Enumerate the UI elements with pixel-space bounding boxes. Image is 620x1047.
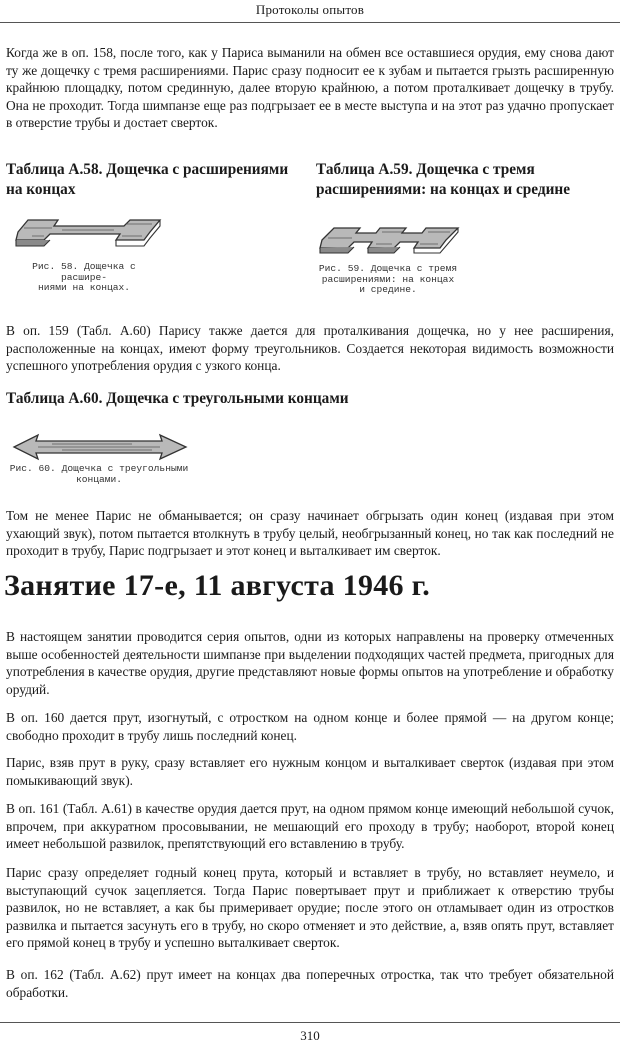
section-heading: Занятие 17-е, 11 августа 1946 г. xyxy=(4,569,430,602)
figure-59-caption-line2: расширениями: на концах xyxy=(321,273,455,285)
figure-60-caption xyxy=(8,464,190,485)
footer-rule xyxy=(0,1022,620,1023)
paragraph-op-161: В оп. 161 (Табл. А.61) в качестве орудия дается прут, на одном прямом конце имеющий небольшой сучок, впрочем, при аккуратном просовывании, не мешающий его проходу в трубу; наоборот, второй конец имеет небольшой развилок, препятствующий его вставлению в трубу. xyxy=(6,801,614,852)
figure-59-caption-line3: и средине. xyxy=(359,284,417,295)
table-a59-caption-line2: расширениями: на концах и средине xyxy=(316,181,570,198)
figure-59-caption-line1: Рис. 59. Дощечка с тремя xyxy=(318,263,458,274)
paragraph-op-160: В оп. 160 дается прут, изогнутый, с отростком на одном конце и более прямой — на другом конце; свободно проходит в трубу лишь последний конец. xyxy=(6,710,614,743)
figure-58-board-widened-ends-illustration xyxy=(14,214,164,254)
table-a58-caption-line1: Таблица А.58. Дощечка с расширениями xyxy=(6,161,289,178)
figure-60-board-triangular-ends-illustration xyxy=(12,432,188,462)
paragraph-session-intro: В настоящем занятии проводится серия опытов, одни из которых направлены на проверку отмеченных выше особенностей деятельности шимпанзе при выделении подходящих частей предмета, пригодных для употребления в качестве орудия, другие представляют новые формы опытов на употребление и обработку орудий. xyxy=(6,629,614,697)
paragraph-op-160-result: Парис, взяв прут в руку, сразу вставляет его нужным концом и выталкивает сверток (издавая при этом помыкивающий звук). xyxy=(6,755,614,788)
table-a60-caption: Таблица А.60. Дощечка с треугольными концами xyxy=(6,390,349,407)
table-a58-caption xyxy=(6,160,311,200)
figure-60-caption-line1: Рис. 60. Дощечка с треугольными xyxy=(9,463,189,474)
figure-58-caption-line2: ниями на концах. xyxy=(37,282,131,293)
figure-59-board-three-widenings-illustration xyxy=(318,220,464,256)
paragraph-op-159: В оп. 159 (Табл. А.60) Парису также дается для проталкивания дощечка, но у нее расширения, расположенные на концах, имеют форму треугольников. Создается некоторая видимость возможности успешного употребления орудия с узкого конца. xyxy=(6,323,614,374)
paragraph-op-159-result: Том не менее Парис не обманывается; он сразу начинает обгрызать один конец (издавая при этом ухающий звук), потом пытается втолкнуть в трубу целый, необгрызанный конец, но так как последний не проходит в трубу, Парис подгрызает и этот конец и выталкивает им сверток. xyxy=(6,508,614,559)
figure-60-caption-line2: концами. xyxy=(75,473,123,485)
table-a58-caption-line2: на концах xyxy=(6,181,76,198)
figure-59-caption xyxy=(314,264,462,296)
page-number: 310 xyxy=(300,1028,320,1043)
header-rule xyxy=(0,22,620,23)
figure-58-caption xyxy=(8,262,160,294)
paragraph-op-158: Когда же в оп. 158, после того, как у Париса выманили на обмен все оставшиеся орудия, ему снова дают ту же дощечку с тремя расширениями. Парис сразу подносит ее к зубам и пытается грызть расширенную крайнюю площадку, потом срединную, далее вторую крайнюю, а потом проталкивает дощечку в трубу. Она не проходит. Тогда шимпанзе еще раз подгрызает ее в месте выступа и на этот раз удачно пропускает в отверстие трубы и достает сверток. xyxy=(6,45,614,131)
table-a59-caption xyxy=(316,160,616,200)
figure-58-caption-line1: Рис. 58. Дощечка с расшире- xyxy=(32,261,136,283)
paragraph-op-162: В оп. 162 (Табл. А.62) прут имеет на концах два поперечных отростка, так что требует обязательной обработки. xyxy=(6,967,614,1000)
paragraph-op-161-result: Парис сразу определяет годный конец прута, который и вставляет в трубу, но вставляет неумело, и выступающий сучок зацепляется. Тогда Парис повертывает прут и приближает к отверстию трубы развилок, но не вставляет, а как бы примеривает орудие; после этого он отламывает один из отростков развилка и пытается засунуть его в трубу, но скоро отменяет и это действие, а, взяв опять прут, вставляет его прямой конец в трубу и успешно выталкивает сверток. xyxy=(6,865,614,951)
running-title: Протоколы опытов xyxy=(255,2,365,17)
table-a59-caption-line1: Таблица А.59. Дощечка с тремя xyxy=(316,161,535,178)
